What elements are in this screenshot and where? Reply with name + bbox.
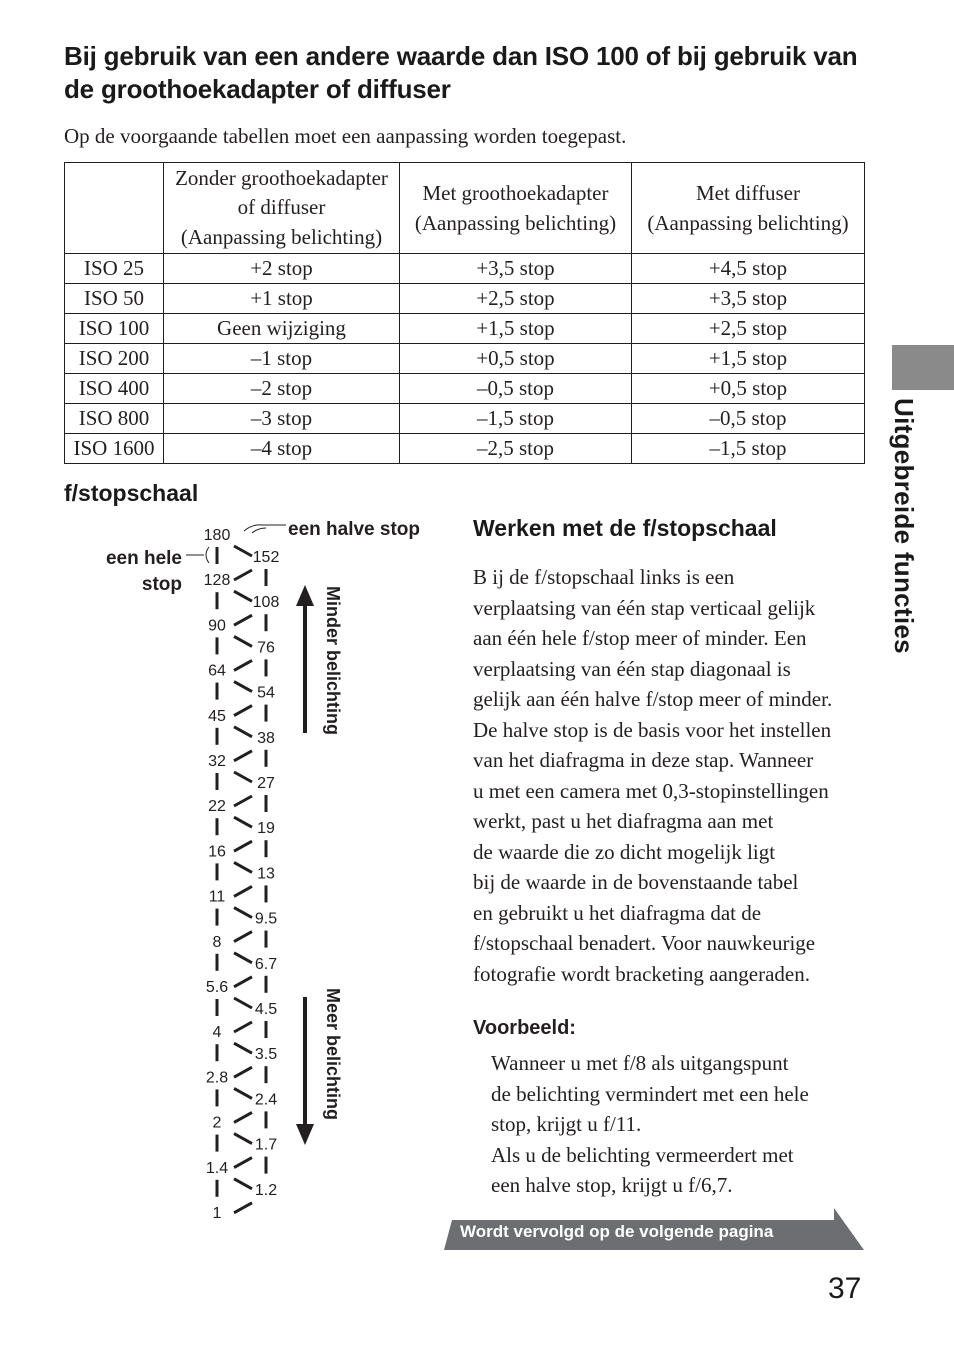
half-stop-diagonal	[234, 682, 252, 692]
half-stop-diagonal	[234, 636, 252, 646]
table-cell: +2,5 stop	[400, 284, 632, 314]
scale-value-half-stop: 1.2	[254, 1181, 278, 1199]
voorbeeld-body	[491, 1048, 871, 1201]
werken-body	[473, 562, 873, 989]
scale-value-full-stop: 1	[212, 1205, 222, 1222]
table-cell: –4 stop	[164, 434, 400, 464]
scale-value-half-stop: 3.5	[254, 1046, 278, 1064]
half-stop-diagonal	[234, 1203, 252, 1213]
table-cell: –1,5 stop	[632, 434, 865, 464]
iso-cell: ISO 50	[65, 284, 164, 314]
scale-value-half-stop: 27	[257, 775, 275, 792]
header-diffuser	[632, 163, 865, 254]
intro-text: Op de voorgaande tabellen moet een aanpassing worden toegepast.	[64, 124, 627, 148]
fstop-heading: f/stopschaal	[64, 480, 199, 506]
table-cell: +2,5 stop	[632, 314, 865, 344]
text-line: De halve stop is de basis voor het instellen	[473, 717, 832, 742]
half-stop-diagonal	[234, 796, 252, 806]
half-stop-diagonal	[234, 1112, 252, 1122]
half-stop-diagonal	[234, 908, 252, 918]
text-line: bij de waarde in de bovenstaande tabel	[473, 870, 799, 894]
half-stop-diagonal	[234, 1043, 252, 1053]
page-heading: Bij gebruik van een andere waarde dan ISO 100 of bij gebruik van de groothoekadapter of diffuser	[64, 41, 858, 104]
text-line: werkt, past u het diafragma aan met	[473, 809, 774, 833]
voorbeeld-label: Voorbeeld:	[473, 1017, 576, 1039]
half-stop-diagonal	[234, 862, 252, 872]
scale-value-half-stop: 108	[252, 594, 280, 612]
half-stop-diagonal	[234, 751, 252, 761]
half-stop-diagonal	[234, 1022, 252, 1032]
table-cell: +1,5 stop	[632, 344, 865, 374]
scale-value-full-stop: 5.6	[205, 979, 229, 996]
iso-cell: ISO 200	[65, 344, 164, 374]
chapter-side-title: Uitgebreide functies	[889, 398, 919, 654]
header-line: Zonder groothoekadapter	[175, 165, 388, 190]
text-line: Als u de belichting vermeerdert met	[491, 1142, 794, 1167]
table-cell: –3 stop	[164, 404, 400, 434]
werken-heading: Werken met de f/stopschaal	[473, 515, 777, 541]
half-stop-diagonal	[234, 727, 252, 737]
table-cell: +2 stop	[164, 254, 400, 284]
text-line: gelijk aan één halve f/stop meer of minder.	[473, 687, 833, 711]
iso-cell: ISO 1600	[65, 434, 164, 464]
scale-value-full-stop: 2	[212, 1114, 222, 1132]
half-stop-diagonal	[234, 886, 252, 896]
scale-value-full-stop: 45	[208, 707, 226, 725]
table-cell: Geen wijziging	[164, 314, 400, 344]
half-stop-diagonal	[234, 1179, 252, 1189]
continue-label: Wordt vervolgd op de volgende pagina	[460, 1222, 774, 1241]
scale-marks	[204, 527, 280, 1222]
header-line: of diffuser	[237, 194, 326, 219]
text-line: Wanneer u met f/8 als uitgangspunt	[491, 1051, 789, 1075]
text-line: een halve stop, krijgt u f/6,7.	[491, 1173, 733, 1197]
table-cell: +3,5 stop	[400, 254, 632, 284]
half-stop-diagonal	[234, 953, 252, 963]
half-stop-diagonal	[234, 1158, 252, 1168]
header-line: (Aanpassing belichting)	[414, 211, 617, 235]
table-cell: +0,5 stop	[632, 374, 865, 404]
header-line: Met groothoekadapter	[422, 181, 609, 205]
half-stop-diagonal	[234, 591, 252, 601]
scale-value-full-stop: 8	[212, 933, 222, 951]
iso-cell: ISO 400	[65, 374, 164, 404]
arrow-down-head	[296, 1124, 314, 1145]
table-cell: –0,5 stop	[632, 404, 865, 434]
table-cell: +1 stop	[164, 284, 400, 314]
text-line: B ij de f/stopschaal links is een	[473, 565, 735, 589]
text-line: u met een camera met 0,3-stopinstellingen	[473, 778, 829, 803]
text-line: verplaatsing van één stap diagonaal is	[473, 656, 791, 681]
text-line: aan één hele f/stop meer of minder. Een	[473, 626, 807, 650]
table-cell: –1,5 stop	[400, 404, 632, 434]
header-line: (Aanpassing belichting)	[180, 224, 383, 249]
half-stop-label: een halve stop	[288, 519, 420, 540]
half-stop-diagonal	[234, 615, 252, 625]
text-line: en gebruikt u het diafragma dat de	[473, 900, 762, 925]
text-line: van het diafragma in deze stap. Wanneer	[473, 748, 814, 772]
table-cell: –2,5 stop	[400, 434, 632, 464]
scale-value-full-stop: 64	[208, 662, 226, 680]
fstop-scale-diagram	[0, 0, 460, 1230]
scale-value-full-stop: 32	[208, 753, 226, 770]
scale-value-half-stop: 54	[257, 684, 275, 702]
half-stop-diagonal	[234, 817, 252, 827]
scale-value-full-stop: 180	[203, 527, 231, 544]
scale-value-half-stop: 1.7	[254, 1136, 278, 1154]
table-cell: +0,5 stop	[400, 344, 632, 374]
scale-value-half-stop: 19	[257, 820, 275, 838]
table-cell: –0,5 stop	[400, 374, 632, 404]
scale-value-half-stop: 4.5	[254, 1001, 278, 1018]
scale-value-half-stop: 13	[257, 865, 275, 883]
half-stop-diagonal	[234, 998, 252, 1008]
chapter-tab-marker	[892, 345, 954, 390]
arrow-up-label: Minder belichting	[323, 586, 343, 736]
half-stop-diagonal	[234, 932, 252, 942]
half-stop-diagonal	[234, 977, 252, 987]
table-cell: +4,5 stop	[632, 254, 865, 284]
scale-value-full-stop: 22	[208, 798, 226, 816]
table-cell: +1,5 stop	[400, 314, 632, 344]
header-line: Met diffuser	[695, 181, 800, 205]
scale-value-full-stop: 90	[208, 617, 226, 635]
scale-value-half-stop: 2.4	[254, 1091, 278, 1109]
iso-cell: ISO 25	[65, 254, 164, 284]
scale-value-full-stop: 128	[203, 572, 231, 590]
iso-cell: ISO 800	[65, 404, 164, 434]
scale-value-full-stop: 2.8	[205, 1069, 229, 1087]
text-line: fotografie wordt bracketing aangeraden.	[473, 961, 811, 986]
text-line: de belichting vermindert met een hele	[491, 1081, 809, 1106]
scale-value-half-stop: 9.5	[254, 910, 278, 928]
table-cell: +3,5 stop	[632, 284, 865, 314]
scale-value-half-stop: 152	[252, 549, 280, 566]
arrow-up-head	[296, 585, 314, 606]
arrow-down-label: Meer belichting	[323, 988, 343, 1121]
text-line: stop, krijgt u f/11.	[491, 1112, 642, 1136]
half-stop-diagonal	[234, 660, 252, 670]
half-stop-bracket	[252, 528, 266, 533]
scale-value-full-stop: 16	[208, 843, 226, 861]
table-cell: –1 stop	[164, 344, 400, 374]
half-stop-diagonal	[234, 546, 252, 556]
half-stop-diagonal	[234, 772, 252, 782]
half-stop-diagonal	[234, 570, 252, 580]
full-stop-label-line1: een hele	[105, 548, 182, 569]
scale-value-half-stop: 76	[257, 639, 275, 657]
full-stop-label-line2: stop	[141, 574, 182, 595]
half-stop-diagonal	[234, 1088, 252, 1098]
page-number: 37	[828, 1272, 862, 1305]
scale-value-full-stop: 1.4	[205, 1159, 229, 1177]
scale-value-full-stop: 11	[208, 888, 226, 906]
half-stop-diagonal	[234, 706, 252, 716]
scale-value-full-stop: 4	[212, 1024, 222, 1042]
scale-value-half-stop: 38	[257, 729, 275, 747]
text-line: verplaatsing van één stap verticaal gelijk	[473, 595, 816, 620]
iso-cell: ISO 100	[65, 314, 164, 344]
full-stop-bracket	[206, 547, 209, 563]
header-line: (Aanpassing belichting)	[647, 211, 849, 235]
half-stop-diagonal	[234, 1134, 252, 1144]
table-cell: –2 stop	[164, 374, 400, 404]
scale-value-half-stop: 6.7	[254, 955, 278, 973]
half-stop-diagonal	[234, 1067, 252, 1077]
text-line: de waarde die zo dicht mogelijk ligt	[473, 839, 776, 864]
half-stop-diagonal	[234, 841, 252, 851]
text-line: f/stopschaal benadert. Voor nauwkeurige	[473, 931, 816, 955]
